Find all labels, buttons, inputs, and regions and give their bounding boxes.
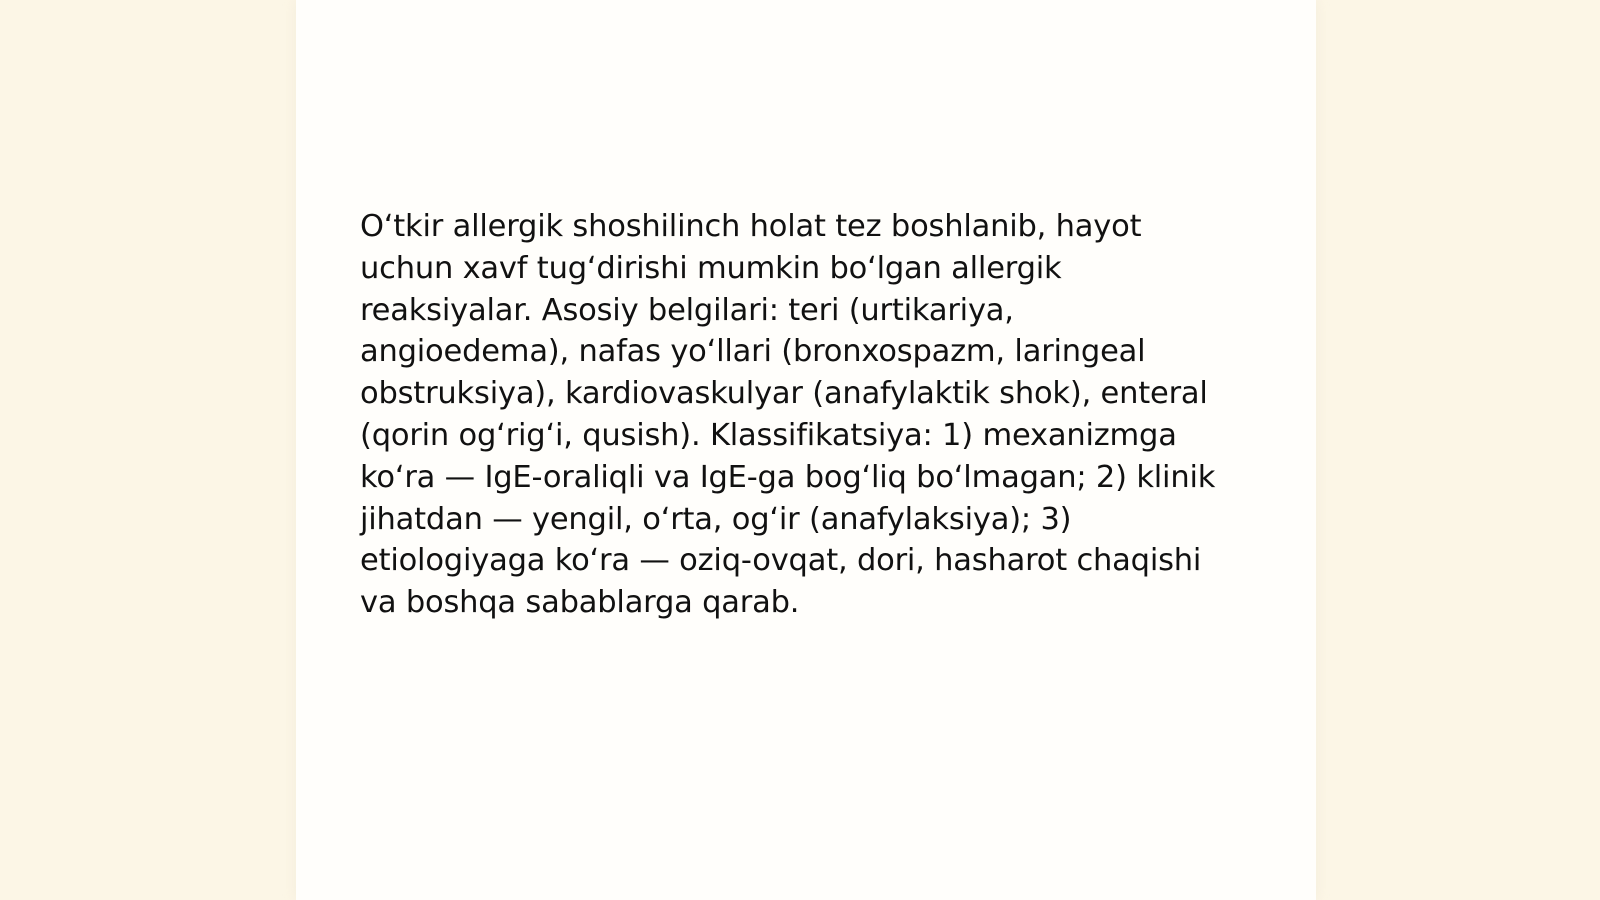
body-paragraph: O‘tkir allergik shoshilinch holat tez boshlanib, hayot uchun xavf tug‘dirishi mumkin bo‘lgan allergik reaksiyalar. Asosiy belgilari: teri (urtikariya, angioedema), nafas yo‘llari (bronxospazm, laringeal obstruksiya), kardiovaskulyar (anafylaktik shok), enteral (qorin og‘rig‘i, qusish). Klassifikatsiya: 1) mexanizmga ko‘ra — IgE-oraliqli va IgE-ga bog‘liq bo‘lmagan; 2) klinik jihatdan — yengil, o‘rta, og‘ir (anafylaksiya); 3) etiologiyaga ko‘ra — oziq-ovqat, dori, hasharot chaqishi va boshqa sabablarga qarab.	[360, 209, 1216, 621]
document-page	[296, 0, 1316, 900]
